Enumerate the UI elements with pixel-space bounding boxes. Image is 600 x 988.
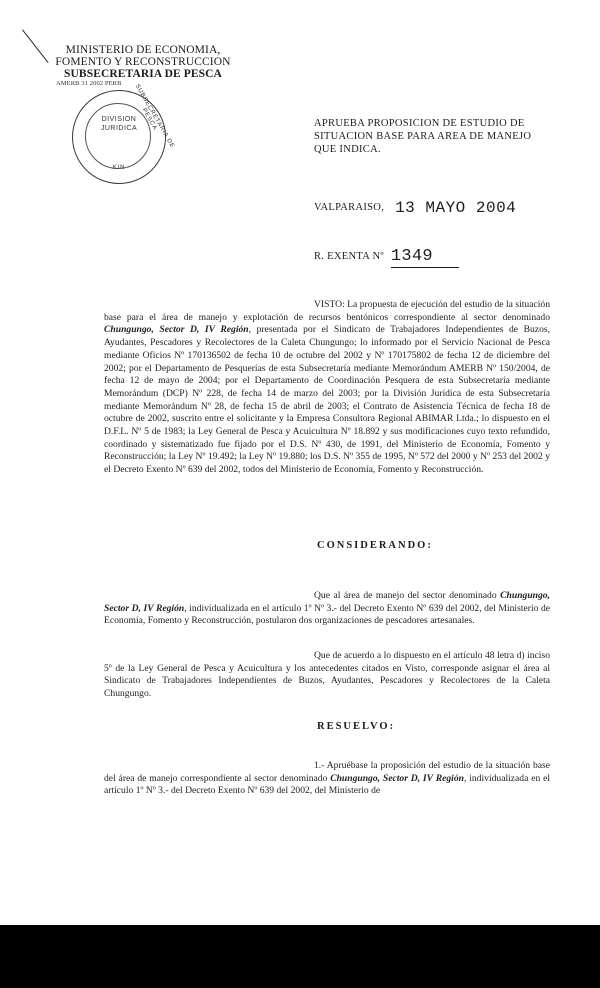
letterhead-ministry-cont: FOMENTO Y RECONSTRUCCION [55, 56, 231, 68]
letterhead [48, 44, 238, 88]
stamp-bottom-text: KIN [112, 165, 126, 171]
considerando-heading: CONSIDERANDO: [317, 540, 433, 551]
cons1-sector: Chungungo, Sector D, IV Región [104, 590, 550, 614]
letterhead-ref: AMERB 31 2002 PERB [56, 80, 122, 87]
place-date-line [314, 197, 516, 215]
letterhead-ministry: MINISTERIO DE ECONOMIA, [65, 44, 221, 56]
division-juridica-stamp [72, 83, 176, 184]
exenta-label: R. EXENTA Nº [314, 251, 384, 262]
visto-sector: Chungungo, Sector D, IV Región [104, 324, 249, 336]
visto-lead: VISTO: La propuesta de ejecución del estudio de la situación base para el área de manejo y explotación de recursos bentónicos correspondiente al sector denominado [104, 299, 550, 323]
visto-rest: , presentada por el Sindicato de Trabajadores Independientes de Buzos, Ayudantes, Pescadores y Recolectores de la Caleta Chungungo; lo informado por el Servicio Nacional de Pesca mediante Oficios Nº 170136502 de fecha 10 de octubre del 2002 y Nº 170175802 de fecha 12 de diciembre del 2002; por el Departamento de Pesquerías de esta Subsecretaría mediante Memorándum AMERB Nº 150/2004, de fecha 12 de mayo de 2004; por el Departamento de Coordinación Pesquera de esta Subsecretaría mediante Memorándum (DCP) Nº 228, de fecha 14 de marzo del 2003; por la División Jurídica de esta Subsecretaría mediante Memorándum Nº 28, de fecha 15 de abril de 2003; el Contrato de Asistencia Técnica de fecha 18 de octubre de 2002, suscrito entre el solicitante y la Empresa Consultora Regional ABIMAR Ltda.; lo dispuesto en el D.F.L. Nº 5 de 1983; la Ley General de Pesca y Acuicultura Nº 18.892 y sus modificaciones cuyo texto refundido, coordinado y sistematizado fue fijado por el D.S. Nº 430, de 1991, del Ministerio de Economía, Fomento y Reconstrucción; la Ley Nº 19.492; la Ley Nº 19.880; los D.S. Nº 355 de 1995, Nº 572 del 2000 y Nº 253 del 2002 y el Decreto Exento Nº 639 del 2002, todos del Ministerio de Economía, Fomento y Reconstrucción. [104, 324, 550, 476]
res1-sector: Chungungo, Sector D, IV Región [330, 772, 464, 784]
res1-rest: , individualizada en el artículo 1º Nº 3.- del Decreto Exento Nº 639 del 2002, del Ministerio de [104, 772, 551, 797]
considerando-paragraph-1 [104, 590, 550, 628]
corner-mark [22, 29, 49, 63]
exenta-line [314, 246, 459, 267]
exenta-number: 1349 [391, 247, 459, 268]
cons1-lead: Que al área de manejo del sector denominado [314, 590, 501, 601]
resuelvo-heading: RESUELVO: [317, 721, 396, 732]
stamp-arc-text: SUBSECRETARIA DE PESCA [133, 83, 176, 150]
considerando-paragraph-2: Que de acuerdo a lo dispuesto en el artículo 48 letra d) inciso 5º de la Ley General de Pesca y Acuicultura y los antecedentes citados en Visto, corresponde asignar el área al Sindicato de Trabajadores Independientes de Buzos, Ayudantes, Pescadores y Recolectores de la Caleta Chungungo. [104, 650, 550, 700]
scan-bottom-border [0, 925, 600, 988]
resolution-subject: APRUEBA PROPOSICION DE ESTUDIO DE SITUACION BASE PARA AREA DE MANEJO QUE INDICA. [314, 118, 532, 155]
resuelvo-paragraph-1 [104, 760, 550, 798]
date-stamp: 13 MAYO 2004 [395, 199, 517, 217]
visto-paragraph [104, 299, 550, 477]
cons1-rest: , individualizada en el artículo 1º Nº 3.- del Decreto Exento Nº 639 del 2002, del Ministerio de Economía, Fomento y Reconstrucción, postularon dos organizaciones de pescadores artesanales. [104, 602, 551, 627]
letterhead-subsecretaria: SUBSECRETARIA DE PESCA [64, 68, 222, 80]
res1-lead: 1.- Apruébase la proposición del estudio de la situación base del área de manejo correspondiente al sector denominado [104, 760, 550, 784]
place-label: VALPARAISO, [314, 202, 385, 213]
stamp-center-text: DIVISION JURIDICA [100, 116, 138, 132]
